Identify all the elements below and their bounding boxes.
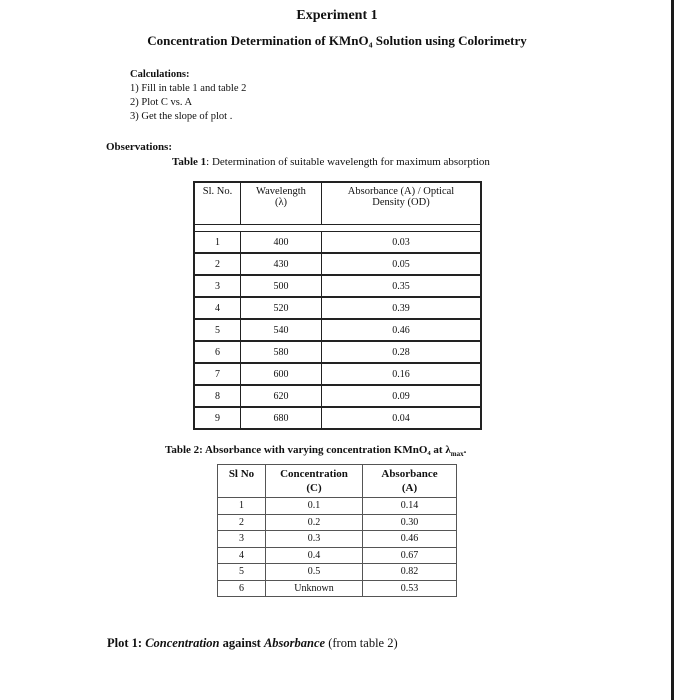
table2-cell-conc: 0.5 <box>266 564 363 581</box>
table2-cell-abs: 0.14 <box>363 498 457 515</box>
table1-cell-sl: 8 <box>194 385 241 407</box>
calculations-heading: Calculations: <box>130 69 190 80</box>
table1-caption <box>172 156 490 168</box>
table2-cell-sl: 3 <box>218 531 266 548</box>
concentration-table <box>217 464 457 597</box>
table1-cell-wavelength: 620 <box>241 385 322 407</box>
table1-cell-sl: 1 <box>194 232 241 254</box>
table1-header-absorbance-label: Absorbance (A) / Optical <box>347 186 455 197</box>
table-row <box>218 580 457 597</box>
table1-cell-sl: 7 <box>194 363 241 385</box>
table1-cell-wavelength: 500 <box>241 275 322 297</box>
table1-header-sl: Sl. No. <box>194 182 241 225</box>
table2-header-absorbance-label: Absorbance <box>381 468 438 480</box>
table1-cell-wavelength: 430 <box>241 253 322 275</box>
table-row <box>194 385 481 407</box>
table-row <box>218 531 457 548</box>
plot-x-variable: Concentration <box>145 636 220 650</box>
table2-cell-abs: 0.67 <box>363 547 457 564</box>
table1-cell-wavelength: 580 <box>241 341 322 363</box>
observations-heading: Observations: <box>106 141 172 153</box>
table2-header-sl: Sl No <box>218 465 266 498</box>
table2-cell-conc: Unknown <box>266 580 363 597</box>
table1-cell-sl: 9 <box>194 407 241 429</box>
table1-cell-sl: 2 <box>194 253 241 275</box>
table-row <box>194 253 481 275</box>
table2-cell-sl: 2 <box>218 514 266 531</box>
wavelength-table <box>193 181 482 430</box>
table1-cell-sl: 5 <box>194 319 241 341</box>
table1-cell-wavelength: 400 <box>241 232 322 254</box>
table1-cell-wavelength: 680 <box>241 407 322 429</box>
table2-cell-conc: 0.4 <box>266 547 363 564</box>
table2-cell-conc: 0.3 <box>266 531 363 548</box>
table1-cell-absorbance: 0.39 <box>322 297 482 319</box>
table2-header-concentration-label: Concentration <box>280 468 348 480</box>
table2-caption-sub: max <box>450 450 464 459</box>
table2-header-absorbance-unit: (A) <box>401 482 418 494</box>
table1-cell-wavelength: 520 <box>241 297 322 319</box>
table-row <box>218 514 457 531</box>
table1-cell-absorbance: 0.04 <box>322 407 482 429</box>
table1-cell-absorbance: 0.09 <box>322 385 482 407</box>
calculation-step: 3) Get the slope of plot . <box>130 111 233 122</box>
table1-cell-absorbance: 0.16 <box>322 363 482 385</box>
table1-cell-absorbance: 0.03 <box>322 232 482 254</box>
table1-header-absorbance-label-2: Density (OD) <box>372 197 430 208</box>
table-row <box>218 498 457 515</box>
plot-label: Plot 1: <box>107 636 146 650</box>
table-row <box>194 341 481 363</box>
table2-cell-sl: 1 <box>218 498 266 515</box>
plot-caption <box>107 636 398 651</box>
calculations-section <box>130 68 246 124</box>
plot-against: against <box>219 636 264 650</box>
table1-caption-label: Table 1 <box>172 156 207 168</box>
table2-cell-sl: 5 <box>218 564 266 581</box>
table2-cell-sl: 4 <box>218 547 266 564</box>
table1-caption-text: : Determination of suitable wavelength for maximum absorption <box>206 156 490 168</box>
calculation-step: 2) Plot C vs. A <box>130 97 193 108</box>
table1-header-wavelength-unit: (λ) <box>274 197 288 208</box>
table2-header-absorbance <box>363 465 457 498</box>
table1-header-wavelength-label: Wavelength <box>256 186 306 197</box>
table1-cell-sl: 6 <box>194 341 241 363</box>
calculation-step: 1) Fill in table 1 and table 2 <box>130 83 247 94</box>
table2-cell-abs: 0.53 <box>363 580 457 597</box>
table1-header-absorbance <box>322 182 482 225</box>
table2-cell-conc: 0.1 <box>266 498 363 515</box>
plot-source: (from table 2) <box>325 636 398 650</box>
table2-cell-abs: 0.82 <box>363 564 457 581</box>
table1-cell-wavelength: 540 <box>241 319 322 341</box>
table-row <box>194 297 481 319</box>
page-title: Experiment 1 <box>296 8 378 23</box>
table1-cell-absorbance: 0.05 <box>322 253 482 275</box>
table2-caption-end: . <box>463 444 467 456</box>
table2-cell-abs: 0.30 <box>363 514 457 531</box>
plot-y-variable: Absorbance <box>263 636 326 650</box>
table-row <box>194 319 481 341</box>
table2-cell-sl: 6 <box>218 580 266 597</box>
table2-cell-abs: 0.46 <box>363 531 457 548</box>
table-row <box>194 232 481 254</box>
table-row <box>194 275 481 297</box>
table1-spacer-row <box>194 225 481 232</box>
table1-cell-sl: 4 <box>194 297 241 319</box>
table1-cell-absorbance: 0.46 <box>322 319 482 341</box>
table2-header-concentration-unit: (C) <box>306 482 322 494</box>
table-row <box>194 363 481 385</box>
table1-cell-absorbance: 0.35 <box>322 275 482 297</box>
table1-cell-absorbance: 0.28 <box>322 341 482 363</box>
table1-cell-sl: 3 <box>194 275 241 297</box>
table2-header-concentration <box>266 465 363 498</box>
table1-cell-wavelength: 600 <box>241 363 322 385</box>
table-row <box>218 564 457 581</box>
table-row <box>218 547 457 564</box>
table1-header-wavelength <box>241 182 322 225</box>
table-row <box>194 407 481 429</box>
table2-cell-conc: 0.2 <box>266 514 363 531</box>
table2-caption-main: Table 2: Absorbance with varying concentration KMnO₄ at λ <box>165 444 451 456</box>
page-subtitle: Concentration Determination of KMnO₄ Solution using Colorimetry <box>147 33 527 48</box>
table2-caption <box>165 444 466 458</box>
